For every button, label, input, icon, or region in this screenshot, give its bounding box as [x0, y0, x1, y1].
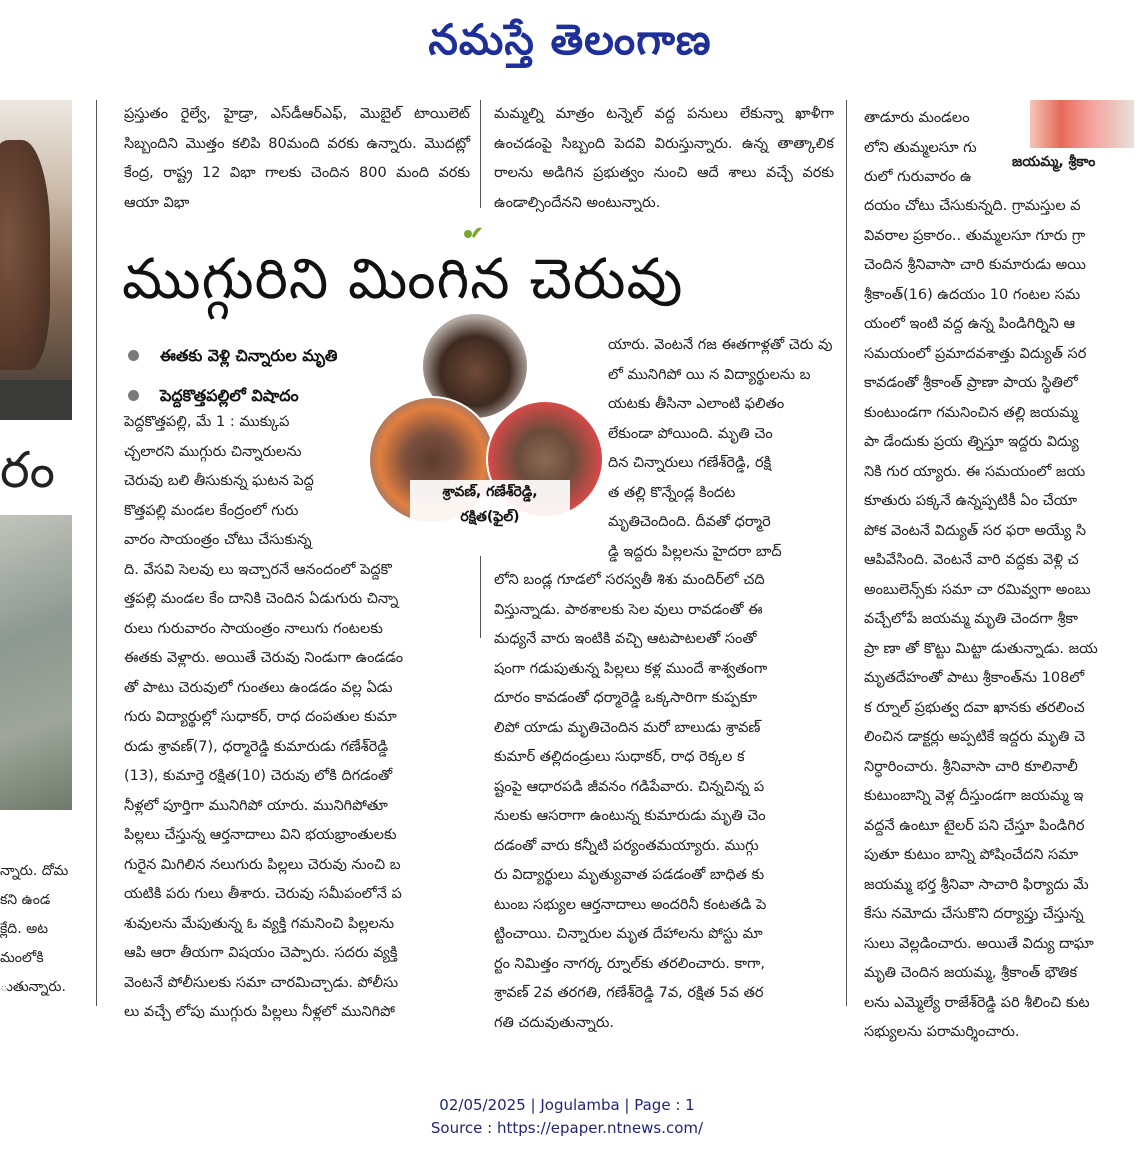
left-photo: [0, 100, 72, 810]
left-headline-fragment: రం: [0, 425, 72, 515]
footer-source-link[interactable]: Source : https://epaper.ntnews.com/: [430, 1119, 704, 1137]
column-rule: [846, 100, 847, 1006]
article-column-1: పెద్దకొత్తపల్లి, మే 1 : ముక్కుప చ్చలారని ముగ్గురు చిన్నారులను చెరువు బలి తీసుకున్న ఘటన పెద్ద కొత్తపల్లి మండల కేంద్రంలో గురు వారం సాయంత్రం చోటు చేసుకున్న ది. వేసవి సెలవు లు ఇచ్చారనే ఆనందంలో పెద్దకొ త్తపల్లి మండల కేం దానికి చెందిన ఏడుగురు చిన్నా రులు గురువారం సాయంత్రం నాలుగు గంటలకు ఈతకు వెళ్లారు. అయితే చెరువు నిండుగా ఉండడం తో పాటు చెరువులో గుంతలు ఉండడం వల్ల ఏడు గురు విద్యార్థుల్లో సుధాకర్, రాధ దంపతుల కుమా రుడు శ్రావణ్(7), ధర్మారెడ్డి కుమారుడు గణేశ్‌రెడ్డి (13), కుమార్తె రక్షిత(10) చెరువు లోకి దిగడంతో నీళ్లలో పూర్తిగా మునిగిపో యారు. మునిగిపోతూ పిల్లలు చేస్తున్న ఆర్తనాదాలు విని భయభ్రాంతులకు గురైన మిగిలిన నలుగురు పిల్లలు చెరువు నుంచి బ యటికి పరు గులు తీశారు. చెరువు సమీపంలోనే ప శువులను మేపుతున్న ఓ వ్యక్తి గమనించి పిల్లలను ఆపి ఆరా తీయగా విషయం చెప్పారు. సదరు వ్యక్తి వెంటనే పోలీసులకు సమా చారమిచ్చాడు. పోలీసు లు వచ్చే లోపు ముగ్గురు పిల్లలు నీళ్లలో మునిగిపో: [124, 414, 404, 1020]
bullet-text: ఈతకు వెళ్లి చిన్నారుల మృతి: [160, 346, 338, 365]
column-rule: [96, 100, 97, 1006]
right-column-top: తాడూరు మండలం లోని తుమ్మలసూ గు రులో గురువారం ఉ: [864, 110, 977, 185]
right-photo-image: [1030, 100, 1134, 150]
page-footer: [0, 1094, 1134, 1140]
column-rule: [480, 556, 481, 638]
bullet-dot-icon: [128, 350, 139, 361]
top-column-2: మమ్మల్ని మాత్రం టన్నెల్ వద్ద పనులు లేకున్నా ఖాళీగా ఉంచడంపై సిబ్బంది పెదవి విరుస్తున్నారు. ఉన్న తాత్కాలిక రాలను అడిగిన ప్రభుత్వం నుంచి ఆదే శాలు వచ్చే వరకు ఉండాల్సిందేనని అంటున్నారు.: [494, 106, 834, 211]
victims-photo-caption: శ్రావణ్, గణేశ్‌రెడ్డి, రక్షిత(ఫైల్): [410, 480, 570, 530]
left-photo-collar: [0, 380, 72, 420]
bullet-text: పెద్దకొత్తపల్లిలో విషాదం: [160, 386, 299, 405]
right-photo: [1012, 100, 1134, 178]
right-column-text: దయం చోటు చేసుకున్నది. గ్రామస్తుల వ వివరాల ప్రకారం.. తుమ్మలసూ గూరు గ్రా చెందిన శ్రీనివాసా చారి కుమారుడు అయి శ్రీకాంత్(16) ఉదయం 10 గంటల సమ యంలో ఇంటి వద్ద ఉన్న పిండిగిర్నిని ఆ సమయంలో ప్రమాదవశాత్తు విద్యుత్ సర కావడంతో శ్రీకాంత్ ప్రాణా పాయ స్థితిలో కుంటుండగా గమనించిన తల్లి జయమ్మ పా డేందుకు ప్రయ త్నిస్తూ ఇద్దరు విద్యు నికి గుర య్యారు. ఈ సమయంలో జయ కూతురు పక్కనే ఉన్నప్పటికీ ఏం చేయా పోక వెంటనే విద్యుత్ సర ఫరా అయ్యే సి ఆపివేసింది. వెంటనే వారి వద్దకు వెళ్లి చ అంబులెన్స్‌కు సమా చా రమివ్వగా అంబు వచ్చేలోపే జయమ్మ మృతి చెందగా శ్రీకా ప్రా ణా తో కొట్టు మిట్టా డుతున్నాడు. జయ మృతదేహంతో పాటు శ్రీకాంత్‌ను 108లో క ర్నూల్ ప్రభుత్వ దవా ఖానకు తరలించ లించిన డాక్టర్లు అప్పటికే ఇద్దరు మృతి చె నిర్ధారించారు. శ్రీనివాసా చారి కూలినాలీ కుటుంబాన్ని వెళ్ల దీస్తుండగా జయమ్మ ఇ వద్దనే ఉంటూ టైలర్ పని చేస్తూ పిండిగిర పుతూ కుటుం బాన్ని పోషించేదని సమా జయమ్మ భర్త శ్రీనివా సాచారి ఫిర్యాదు మే కేసు నమోదు చేసుకొని దర్యాప్తు చేస్తున్న సులు వెల్లడించారు. అయితే విద్యు దాఘా మృతి చెందిన జయమ్మ, శ్రీకాంత్ భౌతిక లను ఎమ్మెల్యే రాజేశ్‌రెడ్డి పరి శీలించి కుట సభ్యులను పరామర్శించారు.: [864, 198, 1098, 1040]
masthead: [360, 8, 780, 72]
article-headline: ముగ్గురిని మింగిన చెరువు: [122, 247, 684, 312]
column-rule: [480, 100, 481, 208]
left-photo-person: [0, 140, 50, 370]
top-column-1: ప్రస్తుతం రైల్వే, హైడ్రా, ఎస్‌డీఆర్‌ఎఫ్, మొబైల్ టాయిలెట్ సిబ్బందిని మొత్తం కలిపి 80మంది వరకు ఉన్నారు. మొదట్లో కేంద్ర, రాష్ట్ర 12 విభా గాలకు చెందిన 800 మంది వరకు ఆయా విభా: [124, 106, 470, 211]
left-edge-text: న్నారు. దోమ కని ఉండ క్లేది. అట మంలోకి ుతున్నారు.: [0, 863, 69, 995]
article-column-2-lower: లోని బండ్ల గూడలో సరస్వతీ శిశు మందిర్‌లో చది విస్తున్నాడు. పాఠశాలకు సెల వులు రావడంతో ఈ మధ్యనే వారు ఇంటికి వచ్చి ఆటపాటలతో సంతో షంగా గడుపుతున్న పిల్లలు కళ్ల ముందే శాశ్వతంగా దూరం కావడంతో ధర్మారెడ్డి ఒక్కసారిగా కుప్పకూ లిపో యాడు మృతిచెందిన మరో బాలుడు శ్రావణ్ కుమార్ తల్లిదండ్రులు సుధాకర్, రాధ రెక్కల క ష్టంపై ఆధారపడి జీవనం గడిపేవారు. చిన్నచిన్న ప నులకు ఆసరాగా ఉంటున్న కుమారుడు మృతి చెం దడంతో వారు కన్నీటి పర్యంతమయ్యారు. ముగ్గు రు విద్యార్థులు మృత్యువాత పడడంతో బాధిత కు టుంబ సభ్యుల ఆర్తనాదాలు అందరినీ కంటతడి పె ట్టించాయి. చిన్నారుల మృత దేహాలను పోస్టు మా ర్టం నిమిత్తం నాగర్క ర్నూల్‌కు తరలించారు. కాగా, శ్రావణ్ 2వ తరగతి, గణేశ్‌రెడ్డి 7వ, రక్షిత 5వ తర గతి చదువుతున్నారు.: [494, 572, 768, 1031]
bullet-dot-icon: [128, 390, 139, 401]
masthead-title: నమస్తే తెలంగాణ: [428, 15, 712, 64]
leaf-ornament-icon: [462, 224, 484, 240]
article-column-2-upper: యారు. వెంటనే గజ ఈతగాళ్లతో చెరు వు లో మునిగిపో యి న విద్యార్థులను బ యటకు తీసినా ఎలాంటి ఫలితం లేకుండా పోయింది. మృతి చెం దిన చిన్నారులు గణేశ్‌రెడ్డి, రక్షి త తల్లి కొన్నేండ్ల కిందట మృతిచెందింది. దీవతో ధర్మారె డ్డి ఇద్దరు పిల్లలను హైదరా బాద్: [608, 337, 833, 560]
footer-edition-info: 02/05/2025 | Jogulamba | Page : 1: [439, 1096, 695, 1114]
left-photo-lower: [0, 515, 72, 810]
right-photo-caption: జయమ్మ, శ్రీకాం: [1012, 148, 1142, 176]
